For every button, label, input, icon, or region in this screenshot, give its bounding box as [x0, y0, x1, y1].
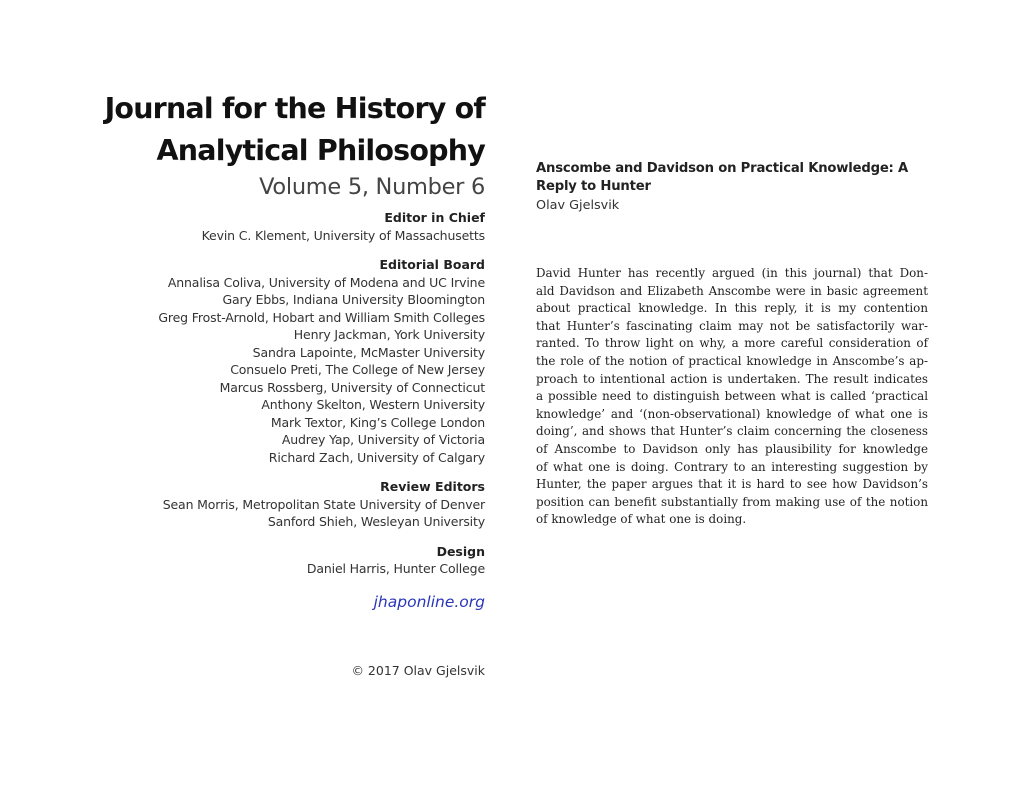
review-editor: Sean Morris, Metropolitan State University of Denver — [162, 496, 485, 512]
editorial-board-member: Anthony Skelton, Western University — [261, 397, 485, 412]
editorial-board-member: Richard Zach, University of Calgary — [268, 449, 485, 465]
article-author: Olav Gjelsvik — [536, 198, 620, 213]
editorial-board-member: Mark Textor, King’s College London — [270, 414, 485, 430]
editorial-board-member: Henry Jackman, York University — [293, 327, 485, 342]
editorial-board-heading: Editorial Board — [379, 257, 485, 272]
abstract-line: of knowledge of what one is doing. — [536, 512, 747, 527]
article-abstract — [536, 265, 928, 529]
designer: Daniel Harris, Hunter College — [306, 561, 485, 576]
editorial-board-member: Gary Ebbs, Indiana University Bloomington — [222, 292, 485, 307]
article-title: Anscombe and Davidson on Practical Knowledge: A Reply to Hunter — [536, 161, 909, 194]
editorial-board-member: Marcus Rossberg, University of Connecticut — [219, 379, 485, 395]
review-editors-heading: Review Editors — [380, 479, 485, 494]
abstract-line: doing’, and shows that Hunter’s claim concerning the closeness — [536, 424, 928, 439]
abstract-line: David Hunter has recently argued (in this journal) that Don- — [536, 266, 928, 280]
abstract-line: that Hunter’s fascinating claim may not be satisfactorily war- — [536, 318, 928, 333]
abstract-line: of what one is doing. Contrary to an interesting suggestion by — [536, 459, 928, 474]
abstract-line: ranted. To throw light on why, a more careful consideration of — [536, 336, 928, 351]
editorial-board-member: Audrey Yap, University of Victoria — [281, 432, 485, 447]
editorial-board-member: Annalisa Coliva, University of Modena and UC Irvine — [167, 274, 485, 290]
review-editor: Sanford Shieh, Wesleyan University — [267, 514, 485, 529]
editor-in-chief-heading: Editor in Chief — [384, 210, 485, 225]
abstract-line: a possible need to distinguish between what is called ‘practical — [536, 389, 928, 404]
editorial-board-member: Sandra Lapointe, McMaster University — [252, 344, 485, 360]
abstract-line: position can benefit substantially from making use of the notion — [536, 494, 928, 509]
abstract-line: proach to intentional action is undertaken. The result indicates — [536, 371, 928, 386]
volume-number: Volume 5, Number 6 — [259, 174, 485, 200]
article-header — [536, 160, 928, 215]
abstract-line: the role of the notion of practical knowledge in Anscombe’s ap- — [536, 353, 928, 368]
abstract-line: ald Davidson and Elizabeth Anscombe were in basic agreement — [536, 283, 928, 298]
journal-title-line-1: Journal for the History of — [104, 92, 485, 125]
journal-masthead — [60, 88, 485, 678]
abstract-line: Hunter, the paper argues that it is hard to see how Davidson’s — [536, 477, 928, 492]
design-heading: Design — [436, 543, 485, 559]
editor-in-chief-name: Kevin C. Klement, University of Massachusetts — [201, 227, 485, 243]
abstract-line: knowledge’ and ‘(non-observational) knowledge of what one is — [536, 406, 928, 421]
abstract-line: about practical knowledge. In this reply, it is my contention — [536, 301, 928, 316]
abstract-line: of Anscombe to Davidson only has plausibility for knowledge — [536, 441, 928, 456]
website-link[interactable]: jhaponline.org — [373, 592, 485, 611]
copyright-notice: © 2017 Olav Gjelsvik — [351, 662, 485, 678]
editorial-board-member: Greg Frost-Arnold, Hobart and William Smith Colleges — [158, 309, 485, 325]
editorial-board-member: Consuelo Preti, The College of New Jersey — [230, 362, 485, 377]
journal-title-line-2: Analytical Philosophy — [156, 134, 485, 167]
